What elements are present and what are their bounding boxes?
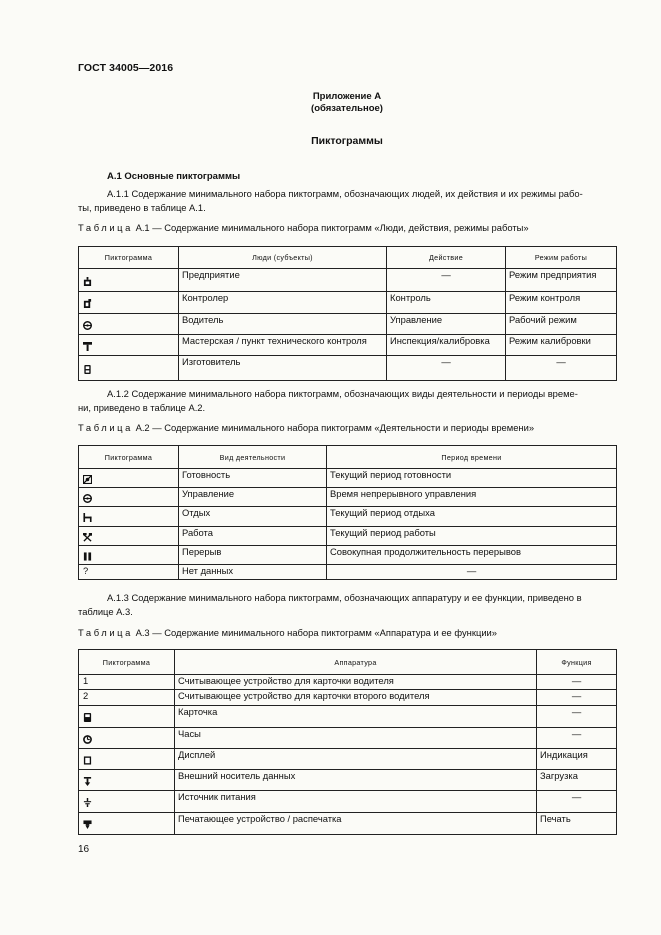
- break-icon: [79, 546, 179, 565]
- section-title: А.1 Основные пиктограммы: [107, 171, 241, 182]
- col-header: Пиктограмма: [79, 247, 179, 269]
- table-row: Водитель Управление Рабочий режим: [79, 314, 617, 335]
- col-header: Пиктограмма: [79, 446, 179, 469]
- paragraph-a13-line1: А.1.3 Содержание минимального набора пиктограмм, обозначающих аппаратуру и ее функции, приведено в: [107, 592, 582, 603]
- paragraph-a11-line2: ты, приведено в таблице А.1.: [78, 202, 206, 213]
- col-header: Период времени: [327, 446, 617, 469]
- table-row: Управление Время непрерывного управления: [79, 488, 617, 507]
- workshop-icon: [79, 335, 179, 356]
- driving-icon: [79, 488, 179, 507]
- paragraph-a13-line2: таблице А.3.: [78, 606, 133, 617]
- caption-word: Таблица: [78, 627, 133, 638]
- table-row: Источник питания —: [79, 791, 617, 813]
- table-header-row: [79, 247, 617, 269]
- table-row: Изготовитель — —: [79, 356, 617, 381]
- appendix-subtitle: (обязательное): [311, 103, 383, 114]
- manufacturer-icon: [79, 356, 179, 381]
- col-header: Пиктограмма: [79, 650, 175, 675]
- table-row: Отдых Текущий период отдыха: [79, 507, 617, 527]
- caption-text: А.2 — Содержание минимального набора пиктограмм «Деятельности и периоды времени»: [132, 422, 535, 433]
- work-icon: [79, 527, 179, 546]
- table-row: Часы —: [79, 728, 617, 749]
- table-a1: [78, 246, 617, 381]
- table-row: Перерыв Совокупная продолжительность перерывов: [79, 546, 617, 565]
- caption-text: А.1 — Содержание минимального набора пиктограмм «Люди, действия, режимы работы»: [132, 222, 529, 233]
- appendix-title: Приложение А: [312, 91, 382, 102]
- table-row: Дисплей Индикация: [79, 749, 617, 770]
- col-header: Вид деятельности: [179, 446, 327, 469]
- table-row: 1 Считывающее устройство для карточки водителя —: [79, 675, 617, 690]
- table-header-row: [79, 650, 617, 675]
- col-header: Люди (субъекты): [179, 247, 387, 269]
- table1-caption: [78, 222, 638, 233]
- clock-icon: [79, 728, 175, 749]
- paragraph-a12-line2: ни, приведено в таблице А.2.: [78, 402, 206, 413]
- page-number: 16: [78, 844, 90, 855]
- slot-1-icon: 1: [79, 675, 175, 690]
- power-supply-icon: [79, 791, 175, 813]
- availability-icon: [79, 469, 179, 488]
- table3-caption: [78, 627, 638, 638]
- driver-icon: [79, 314, 179, 335]
- table-row: Внешний носитель данных Загрузка: [79, 770, 617, 791]
- slot-2-icon: 2: [79, 690, 175, 706]
- table-row: Работа Текущий период работы: [79, 527, 617, 546]
- appendix-heading: Пиктограммы: [311, 135, 383, 147]
- company-icon: [79, 269, 179, 292]
- caption-word: Таблица: [78, 222, 133, 233]
- table-a3: [78, 649, 617, 835]
- caption-text: А.3 — Содержание минимального набора пиктограмм «Аппаратура и ее функции»: [132, 627, 498, 638]
- controller-icon: [79, 292, 179, 314]
- external-storage-icon: [79, 770, 175, 791]
- table-row: Предприятие — Режим предприятия: [79, 269, 617, 292]
- col-header: Режим работы: [506, 247, 617, 269]
- rest-icon: [79, 507, 179, 527]
- caption-word: Таблица: [78, 422, 133, 433]
- table2-caption: [78, 422, 638, 433]
- table-row: Мастерская / пункт технического контроля Инспекция/калибровка Режим калибровки: [79, 335, 617, 356]
- table-header-row: [79, 446, 617, 469]
- table-a2: [78, 445, 617, 580]
- table-row: Печатающее устройство / распечатка Печать: [79, 813, 617, 835]
- table-row: ? Нет данных —: [79, 565, 617, 580]
- display-icon: [79, 749, 175, 770]
- table-row: Контролер Контроль Режим контроля: [79, 292, 617, 314]
- table-row: Готовность Текущий период готовности: [79, 469, 617, 488]
- table-row: 2 Считывающее устройство для карточки второго водителя —: [79, 690, 617, 706]
- col-header: Функция: [537, 650, 617, 675]
- unknown-icon: ?: [79, 565, 179, 580]
- col-header: Аппаратура: [175, 650, 537, 675]
- col-header: Действие: [387, 247, 506, 269]
- standard-header: ГОСТ 34005—2016: [78, 62, 174, 74]
- card-icon: [79, 706, 175, 728]
- printer-icon: [79, 813, 175, 835]
- paragraph-a11-line1: А.1.1 Содержание минимального набора пиктограмм, обозначающих людей, их действия и их режимы рабо-: [107, 188, 583, 199]
- table-row: Карточка —: [79, 706, 617, 728]
- paragraph-a12-line1: А.1.2 Содержание минимального набора пиктограмм, обозначающих виды деятельности и периоды време-: [107, 388, 578, 399]
